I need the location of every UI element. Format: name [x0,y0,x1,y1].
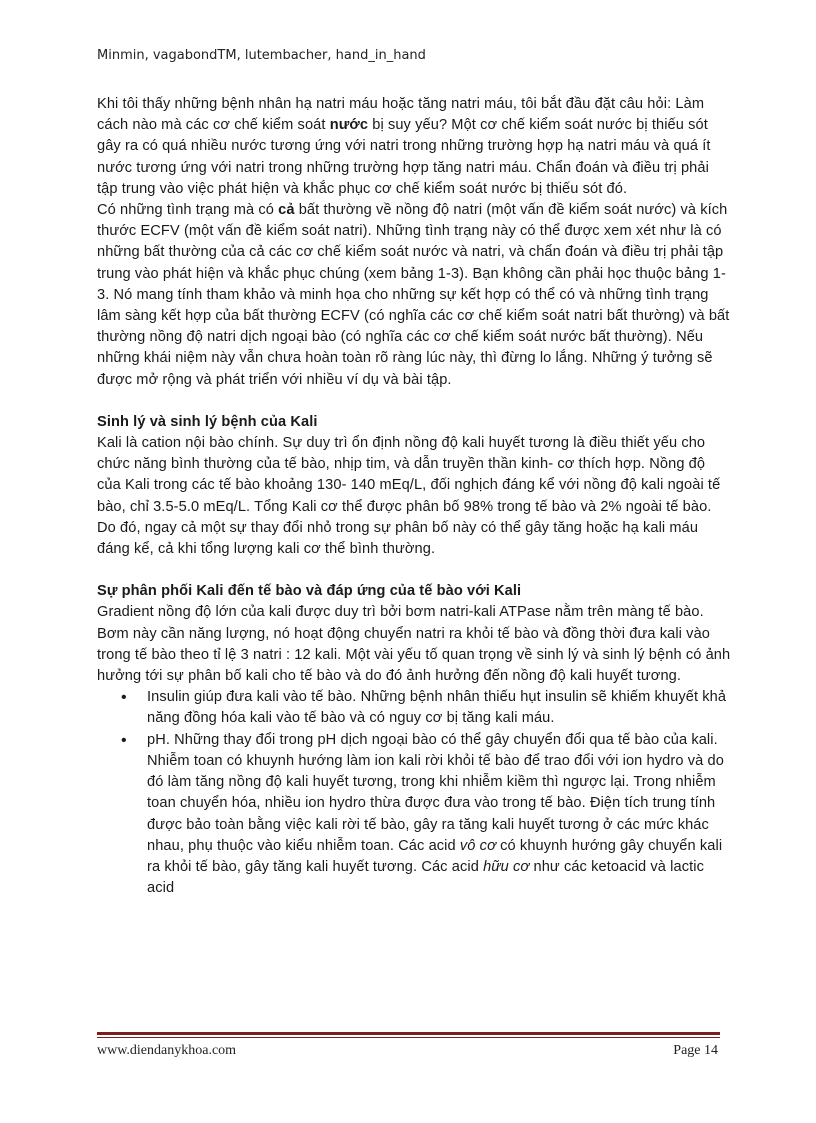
bold-text: cả [278,202,295,219]
bullet-icon: • [121,731,127,749]
italic-text: vô cơ [459,837,496,854]
section-heading-potassium-physiology: Sinh lý và sinh lý bệnh của Kali [97,413,318,430]
list-item-ph [97,730,731,900]
bullet-list [97,687,731,899]
paragraph-water-control [97,94,731,200]
italic-text: hữu cơ [483,858,530,875]
page-header-authors: Minmin, vagabondTM, lutembacher, hand_in_hand [97,48,426,63]
list-item-text: Insulin giúp đưa kali vào tế bào. Những bệnh nhân thiếu hụt insulin sẽ khiếm khuyết khả năng đồng hóa kali vào tế bào và có nguy cơ bị tăng kali máu. [147,689,727,727]
footer-divider [97,1032,720,1035]
bullet-icon: • [121,689,127,707]
text-run: bị suy yếu? Một cơ chế kiểm soát nước bị thiếu sót gây ra có quá nhiều nước tương ứng với natri trong những trường hợp hạ natri máu và quá ít nước tương ứng với natri trong những trường hợp tăng natri máu. Chẩn đoán và điều trị phải tập trung vào việc phát hiện và khắc phục cơ chế kiểm soát nước bị thiếu sót đó. [97,117,711,197]
page-body [97,94,731,899]
list-item-text: có khuynh hướng gây chuyển kali ra khỏi tế bào, gây tăng kali huyết tương. Các acid [147,837,723,875]
list-item-text: như các ketoacid và lactic acid [147,858,705,897]
text-run: Khi tôi thấy những bệnh nhân hạ natri máu hoặc tăng natri máu, tôi bắt đầu đặt câu hỏi: Làm cách nào mà các cơ chế kiểm soát [97,96,705,134]
section-heading-potassium-distribution: Sự phân phối Kali đến tế bào và đáp ứng của tế bào với Kali [97,583,522,600]
footer-divider-thin [97,1037,720,1038]
footer-page-number: Page 14 [673,1043,718,1058]
spacer [97,391,731,412]
paragraph-potassium-distribution: Gradient nồng độ lớn của kali được duy trì bởi bơm natri-kali ATPase nằm trên màng tế bào. Bơm này cần năng lượng, nó hoạt động chuyển natri ra khỏi tế bào và đồng thời đưa kali vào trong tế bào theo tỉ lệ 3 natri : 12 kali. Một vài yếu tố quan trọng về sinh lý và sinh lý bệnh có ảnh hưởng tới sự phân bố kali cho tế bào và do đó ảnh hưởng đến nồng độ kali huyết tương. [97,604,731,685]
bold-text: nước [329,117,369,134]
text-run: bất thường về nồng độ natri (một vấn đề kiểm soát nước) và kích thước ECFV (một vấn đề kiểm soát natri). Những tình trạng này có thể được xem xét như là có những bất thường của cả các cơ chế kiểm soát nước và natri, và chẩn đoán và điều trị phải tập trung vào phát hiện và khắc phục chúng (xem bảng 1-3). Bạn không cần phải học thuộc bảng 1-3. Nó mang tính tham khảo và minh họa cho những sự kết hợp có thể có và những tình trạng lâm sàng kết hợp của bất thường ECFV (có nghĩa các cơ chế kiểm soát natri bất thường) và bất thường nồng độ natri dịch ngoại bào (có nghĩa các cơ chế kiểm soát nước bất thường). Nếu những khái niệm này vẫn chưa hoàn toàn rõ ràng lúc này, thì đừng lo lắng. Những ý tưởng sẽ được mở rộng và phát triển với nhiều ví dụ và bài tập. [97,202,730,388]
paragraph-potassium-physiology: Kali là cation nội bào chính. Sự duy trì ổn định nồng độ kali huyết tương là điều thiết yếu cho chức năng bình thường của tế bào, nhịp tim, và dẫn truyền thần kinh- cơ thích hợp. Nồng độ của Kali trong các tế bào khoảng 130- 140 mEq/L, đối nghịch đáng kể với nồng độ kali ngoài tế bào, chỉ 3.5-5.0 mEq/L. Tổng Kali cơ thể được phân bố 98% trong tế bào và 2% ngoài tế bào. Do đó, ngay cả một sự thay đổi nhỏ trong sự phân bố này có thể gây tăng hoặc hạ kali máu đáng kể, cả khi tổng lượng kali cơ thể bình thường. [97,435,721,558]
footer-website: www.diendanykhoa.com [97,1043,237,1058]
text-run: Có những tình trạng mà có [97,202,279,219]
list-item-text: pH. Những thay đổi trong pH dịch ngoại bào có thể gây chuyển đổi qua tế bào của kali. Nhiễm toan có khuynh hướng làm ion kali rời khỏi tế bào để trao đổi với ion hydro và do đó làm tăng nồng độ kali huyết tương, trong khi nhiễm kiềm thì ngược lại. Trong nhiễm toan chuyển hóa, nhiều ion hydro thừa được đưa vào trong tế bào. Điện tích trung tính được bảo toàn bằng việc kali rời tế bào, gây ra tăng kali huyết tương ở các mức khác nhau, phụ thuộc vào kiểu nhiễm toan. Các acid [147,731,724,854]
paragraph-ecfv [97,200,731,391]
spacer [97,560,731,581]
list-item-insulin [97,687,731,729]
